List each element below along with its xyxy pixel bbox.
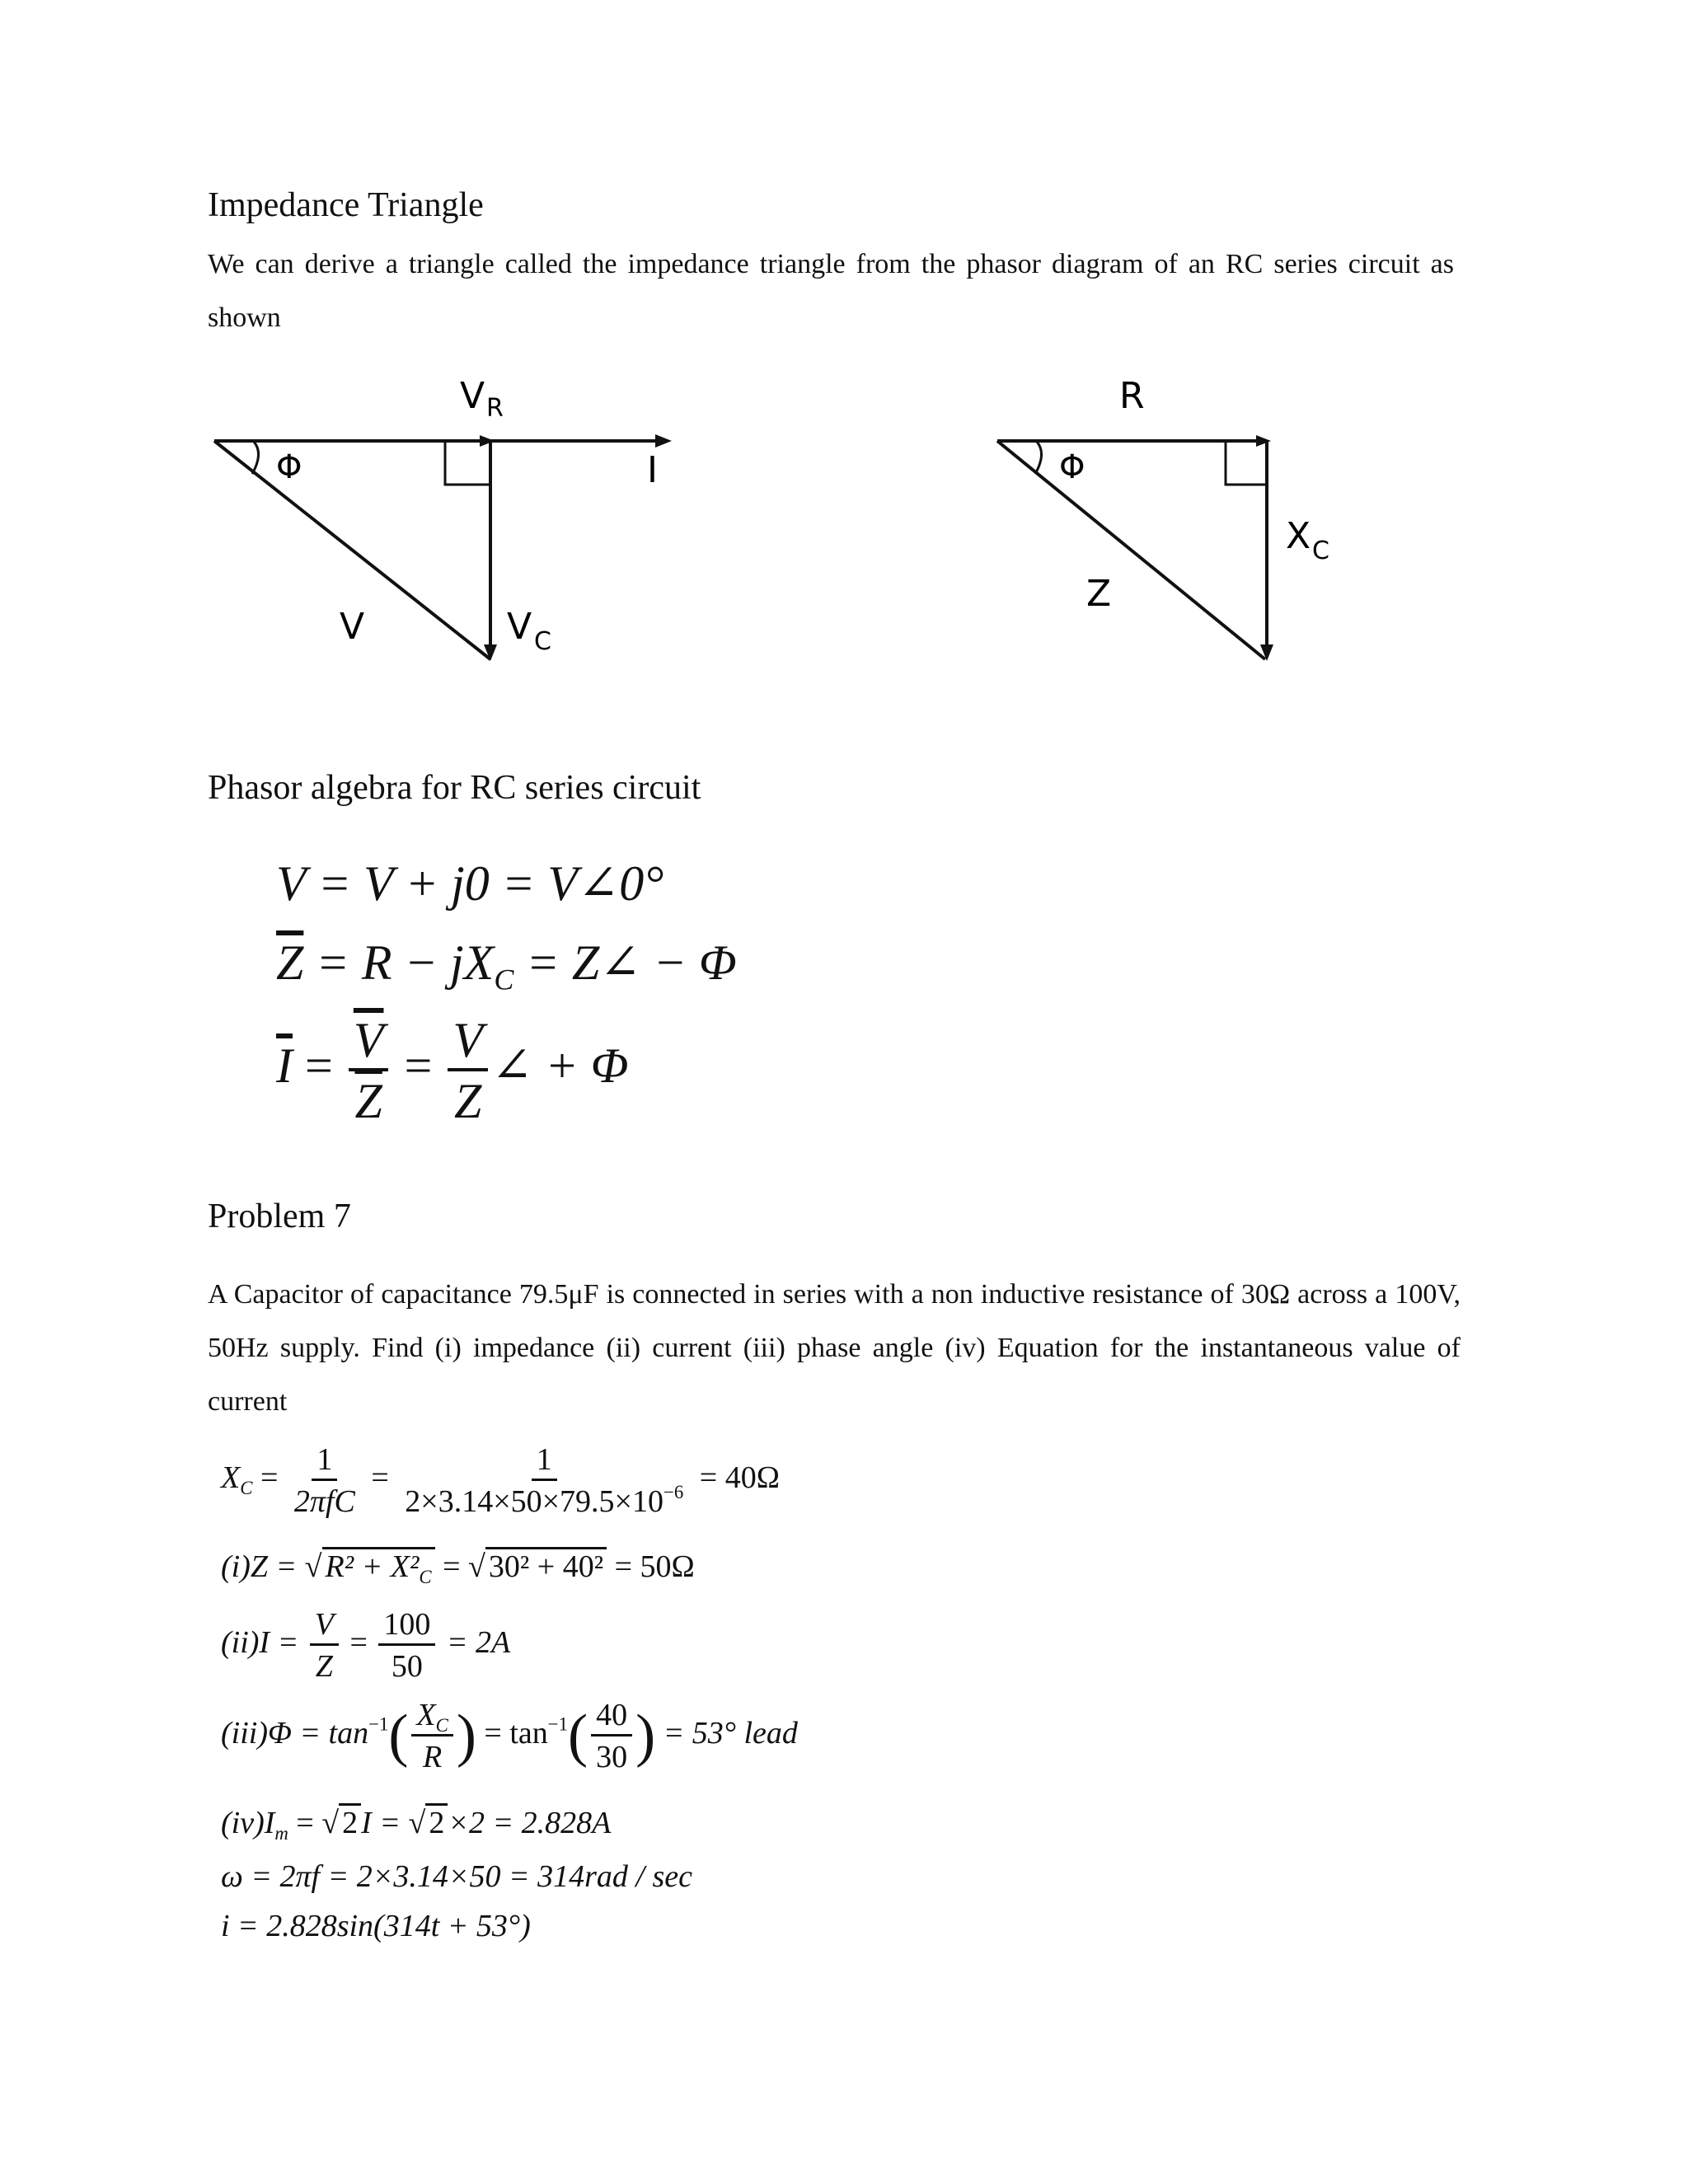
label-vr: V [460,375,485,417]
angle-arc-2 [1035,442,1042,474]
current-fraction-2: $\frac{100}{50}$ [378,1609,435,1682]
solution-omega: ω = 2πf = 2×3.14×50 = 314rad / sec [221,1859,693,1894]
current-arrowhead [655,434,672,448]
label-xc-sub: C [1312,537,1329,565]
label-vc-sub: C [534,627,551,656]
solution-instantaneous-current: i = 2.828sin(314t + 53°) [221,1909,531,1943]
label-v: V [340,606,365,648]
xc-fraction-2: $\frac{1}{2\times 3.14\times 50\times 79.5\times 10^{-6}}$ [405,1442,684,1519]
phase-fraction-2: $\frac{40}{30}$ [591,1699,632,1773]
label-z: Z [1086,573,1112,615]
r-arrowhead [1256,435,1271,447]
eq2-lhs: $\overline{Z}$ [276,935,304,990]
eq3-fraction-2: $\frac{V}{Z}$ [448,1015,488,1126]
label-phi-2: Φ [1059,448,1085,486]
equation-voltage [276,856,664,911]
eq2-end: = Z∠ − Φ [513,935,737,990]
label-phi: Φ [276,448,302,486]
label-vr-sub: R [486,394,504,423]
eq3-fraction-1: $\frac{\overline{V}}{Z}$ [349,1015,389,1126]
angle-arc [252,442,259,474]
right-angle-mark-2 [1226,441,1267,485]
solution-impedance: (i)Z = √ $R^2 + X^2_C$ = √ 30² + 40² = 50Ω [221,1551,695,1582]
xc-fraction-1: $\frac{1}{\text{2πfC}}$ [293,1442,355,1519]
eq2-rhs: = R − jX [303,935,495,990]
solution-phase-angle: $(iii)\Phi = \tan^{-1}$( $\frac{X_C}{R}$ ) = $\tan^{-1}$( $\frac{40}{30}$ ) = 53° lead [221,1698,798,1774]
solution-xc: $X_C$ = $\frac{1}{\text{2πfC}}$ = $\frac{1}{2\times 3.14\times 50\times 79.5\times 10^{-6}}$ = 40Ω [221,1442,780,1519]
vr-arrowhead [480,435,495,447]
eq3-end: ∠ + Φ [490,1038,629,1093]
section-title-phasor-algebra: Phasor algebra for RC series circuit [208,769,701,807]
current-fraction-1: $\frac{V}{Z}$ [310,1609,339,1682]
label-r: R [1119,375,1145,417]
right-angle-mark [445,441,490,485]
eq2-sub: C [494,963,514,996]
equation-current: $\overline{I}$ = $\frac{\overline{V}}{Z}$ = $\frac{V}{Z}$ ∠ + Φ [276,1013,629,1128]
label-xc: X [1286,515,1311,557]
label-i: I [647,449,658,491]
section-title-impedance-triangle: Impedance Triangle [208,186,484,224]
section-title-problem-7: Problem 7 [208,1197,351,1235]
eq3-lhs: $\overline{I}$ [276,1038,293,1093]
label-vc: V [507,606,532,648]
intro-paragraph: We can derive a triangle called the impedance triangle from the phasor diagram of an RC series circuit as shown [208,249,1454,333]
eq1-text: V = V + j0 = V∠0° [276,856,664,911]
phasor-diagram [198,371,725,684]
phase-fraction-1: $\frac{X_C}{R}$ [411,1699,452,1773]
impedance-triangle-diagram [981,371,1393,684]
equation-impedance [276,935,737,996]
problem-statement: A Capacitor of capacitance 79.5μF is connected in series with a non inductive resistance of 30Ω across a 100V, 50Hz supply. Find (i) impedance (ii) current (iii) phase angle (iv) Equation for the instantaneous value of current [208,1279,1461,1417]
solution-current: (ii)I = $\frac{V}{Z}$ = $\frac{100}{50}$ = 2A [221,1607,511,1684]
solution-peak-current: $(iv)I_m$ = √ 2 I = √ 2 ×2 = 2.828A [221,1807,611,1839]
